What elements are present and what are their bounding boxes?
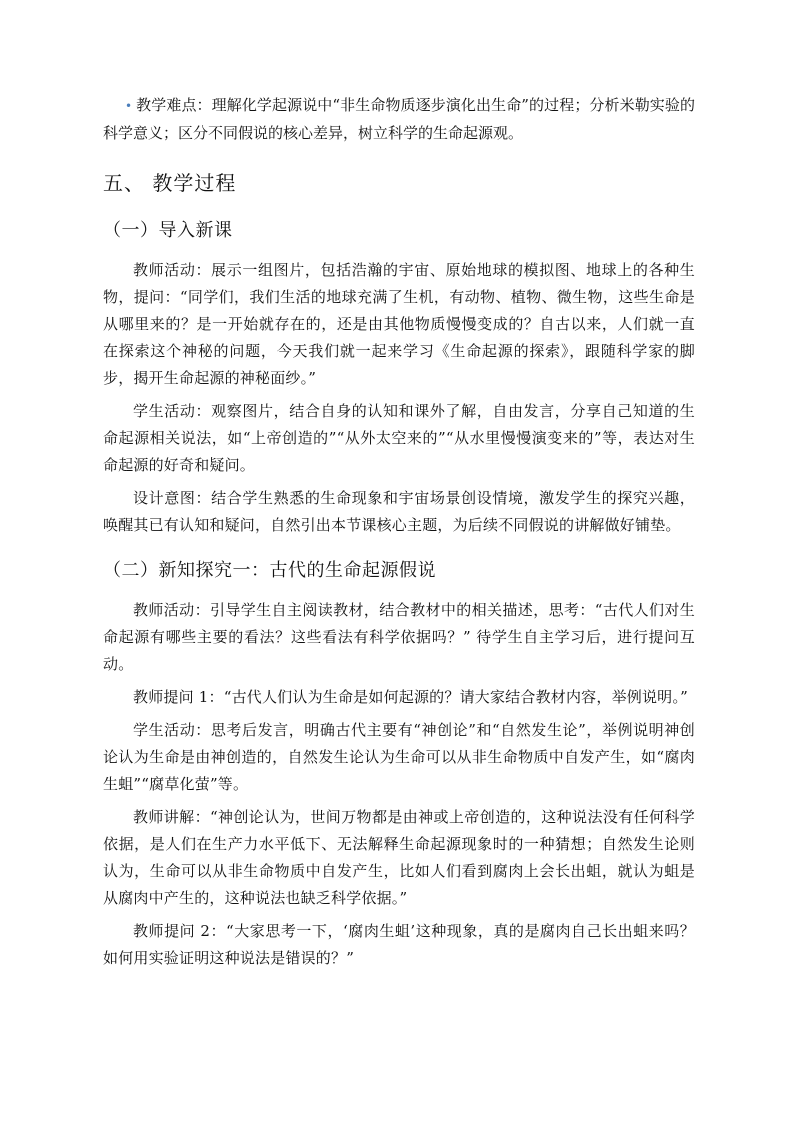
- paragraph-teacher-question-1: 教师提问 1：“古代人们认为生命是如何起源的？请大家结合教材内容，举例说明。”: [133, 688, 688, 706]
- section-heading-teaching-process: 五、 教学过程: [103, 171, 237, 195]
- teaching-difficulty-text: 教学难点：理解化学起源说中“非生命物质逐步演化出生命”的过程；分析米勒实验的科学意义；区分不同假说的核心差异，树立科学的生命起源观。: [103, 96, 695, 142]
- paragraph-student-activity-2: 学生活动：思考后发言，明确古代主要有“神创论”和“自然发生论”，举例说明神创论认为生命是由神创造的，自然发生论认为生命可以从非生命物质中自发产生，如“腐肉生蛆”“腐草化萤”等。: [103, 721, 695, 793]
- subsection-heading-intro: （一）导入新课: [103, 220, 233, 241]
- bullet-icon: •: [125, 99, 133, 113]
- document-page: [103, 92, 695, 978]
- paragraph-student-activity: 学生活动：观察图片，结合自身的认知和课外了解，自由发言，分享自己知道的生命起源相关说法，如“上帝创造的”“从外太空来的”“从水里慢慢演变来的”等，表达对生命起源的好奇和疑问。: [103, 402, 695, 474]
- paragraph-teacher-activity: 教师活动：展示一组图片，包括浩瀚的宇宙、原始地球的模拟图、地球上的各种生物，提问：“同学们，我们生活的地球充满了生机，有动物、植物、微生物，这些生命是从哪里来的？是一开始就存在的，还是由其他物质慢慢变成的？自古以来，人们就一直在探索这个神秘的问题，今天我们就一起来学习《生命起源的探索》，跟随科学家的脚步，揭开生命起源的神秘面纱。”: [103, 261, 695, 387]
- paragraph-design-intent: 设计意图：结合学生熟悉的生命现象和宇宙场景创设情境，激发学生的探究兴趣，唤醒其已有认知和疑问，自然引出本节课核心主题，为后续不同假说的讲解做好铺垫。: [103, 489, 695, 534]
- paragraph-teacher-activity-2: 教师活动：引导学生自主阅读教材，结合教材中的相关描述，思考：“古代人们对生命起源有哪些主要的看法？这些看法有科学依据吗？” 待学生自主学习后，进行提问互动。: [103, 601, 695, 673]
- teaching-difficulty-bullet: [103, 92, 695, 147]
- paragraph-teacher-question-2: 教师提问 2：“大家思考一下，‘腐肉生蛆’这种现象，真的是腐肉自己长出蛆来吗？如何用实验证明这种说法是错误的？”: [103, 922, 695, 967]
- subsection-heading-ancient-hypotheses: （二）新知探究一：古代的生命起源假说: [103, 560, 436, 581]
- paragraph-teacher-explanation: 教师讲解：“神创论认为，世间万物都是由神或上帝创造的，这种说法没有任何科学依据，是人们在生产力水平低下、无法解释生命起源现象时的一种猜想；自然发生论则认为，生命可以从非生命物质中自发产生，比如人们看到腐肉上会长出蛆，就认为蛆是从腐肉中产生的，这种说法也缺乏科学依据。”: [103, 808, 695, 907]
